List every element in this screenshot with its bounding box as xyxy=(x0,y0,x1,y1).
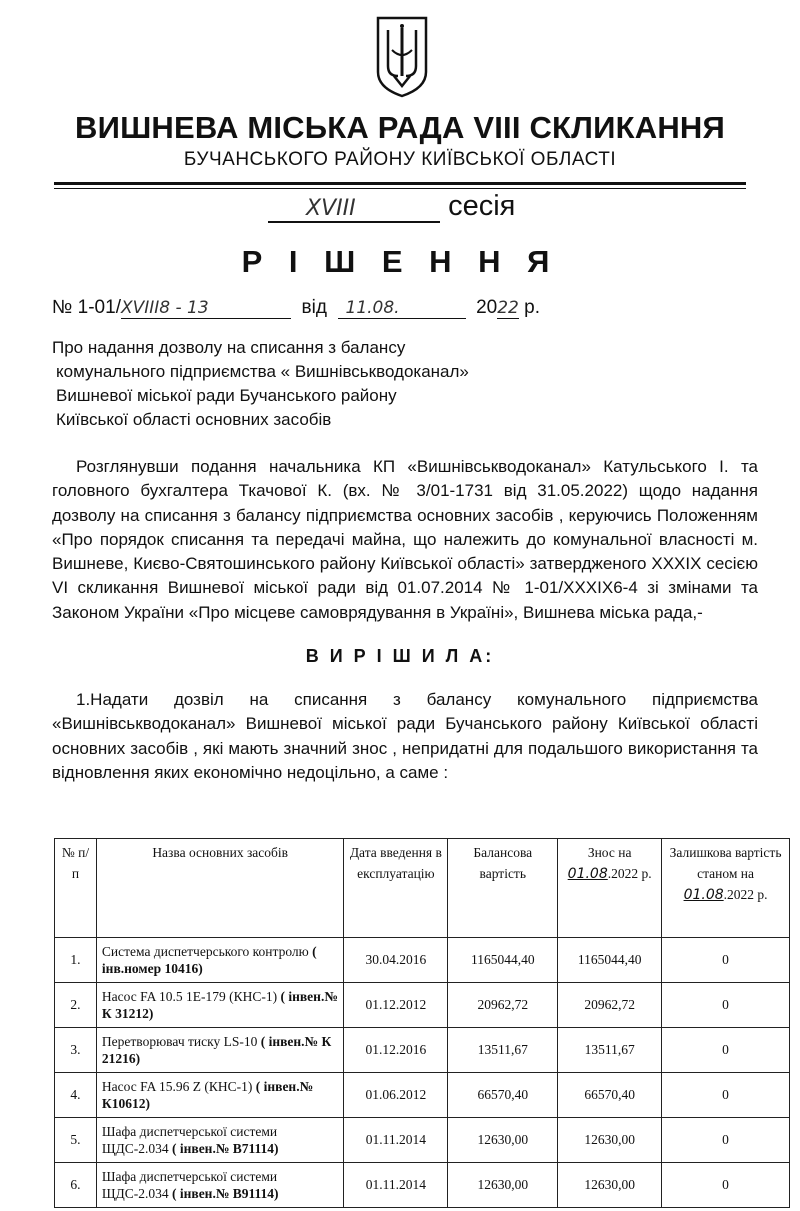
subject-line: комунального підприємства « Вишнівськводоканал» xyxy=(56,362,469,381)
inventory-number: ( інвен.№ К10612) xyxy=(101,1079,314,1111)
asset-name-text: Шафа диспетчерської системи ЩДС-2.034 xyxy=(101,1169,278,1201)
balance-value: 12630,00 xyxy=(448,1163,558,1208)
asset-name-text: Перетворювач тиску LS-10 xyxy=(101,1034,258,1049)
asset-name xyxy=(96,1073,343,1118)
commission-date: 01.12.2012 xyxy=(344,983,448,1028)
residual-value: 0 xyxy=(662,1073,790,1118)
inventory-number: ( інвен.№ К 21216) xyxy=(101,1034,332,1066)
decision-number-prefix: № 1-01/ xyxy=(52,297,121,318)
wear-value: 66570,40 xyxy=(558,1073,662,1118)
decision-subject xyxy=(52,336,469,432)
balance-value: 1165044,40 xyxy=(448,938,558,983)
residual-value: 0 xyxy=(662,1028,790,1073)
inventory-number: ( інвен.№ К 31212) xyxy=(101,989,338,1021)
commission-date: 01.12.2016 xyxy=(344,1028,448,1073)
emblem xyxy=(374,14,430,98)
wear-year: .2022 р. xyxy=(607,866,652,881)
decision-number-line xyxy=(52,297,540,319)
asset-name xyxy=(96,1118,343,1163)
asset-name-text: Насос FA 15.96 Z (КНС-1) xyxy=(101,1079,253,1094)
asset-name xyxy=(96,983,343,1028)
table-header-row xyxy=(55,839,790,938)
table-row xyxy=(55,1028,790,1073)
clause-1: 1.Надати дозвіл на списання з балансу комунального підприємства «Вишнівськводоканал» Вишневої міської ради Бучанського району Київської області основних засобів , які мають значний знос , непридатні для подальшого використання та відновлення яких економічно недоцільно, а саме : xyxy=(52,690,758,782)
commission-date: 01.06.2012 xyxy=(344,1073,448,1118)
subject-line: Київської області основних засобів xyxy=(56,410,332,429)
inventory-number: ( інвен.№ В71114) xyxy=(172,1141,279,1156)
subject-line: Вишневої міської ради Бучанського району xyxy=(56,386,397,405)
trident-icon xyxy=(374,14,430,98)
table-row xyxy=(55,938,790,983)
commission-date: 30.04.2016 xyxy=(344,938,448,983)
residual-value: 0 xyxy=(662,938,790,983)
col-header-date: Дата введення в експлуатацію xyxy=(344,839,448,938)
balance-value: 12630,00 xyxy=(448,1118,558,1163)
decision-year: 22 xyxy=(497,298,519,318)
row-number: 6. xyxy=(55,1163,97,1208)
header-divider-thin xyxy=(54,188,746,189)
residual-value: 0 xyxy=(662,983,790,1028)
balance-value: 20962,72 xyxy=(448,983,558,1028)
commission-date: 01.11.2014 xyxy=(344,1118,448,1163)
wear-date: 01.08 xyxy=(567,866,608,882)
wear-value: 1165044,40 xyxy=(558,938,662,983)
balance-value: 13511,67 xyxy=(448,1028,558,1073)
subject-line: Про надання дозволу на списання з балансу xyxy=(52,338,406,357)
decision-number: XVIII8 - 13 xyxy=(121,298,291,319)
residual-year: .2022 р. xyxy=(723,887,768,902)
wear-value: 12630,00 xyxy=(558,1118,662,1163)
preamble-paragraph: Розглянувши подання начальника КП «Вишнівськводоканал» Катульського І. та головного бухгалтера Ткачової К. (вх. № 3/01-1731 від 31.05.2022) щодо надання дозволу на списання з балансу підприємства основних засобів , керуючись Положенням «Про порядок списання та передачі майна, що належить до комунальної власності м. Вишневе, Києво-Святошинського району Київської області» затвердженого XXXIX сесією VI скликання Вишневої міської ради від 01.07.2014 № 1-01/XXXIX6-4 зі змінами та Законом України «Про місцеве самоврядування в Україні», Вишнева міська рада,- xyxy=(52,457,758,622)
decision-date: 11.08. xyxy=(338,298,466,319)
col-header-residual xyxy=(662,839,790,938)
row-number: 4. xyxy=(55,1073,97,1118)
asset-name-text: Шафа диспетчерської системи ЩДС-2.034 xyxy=(101,1124,278,1156)
header-divider xyxy=(54,182,746,185)
residual-value: 0 xyxy=(662,1118,790,1163)
decision-title: Р І Ш Е Н Н Я xyxy=(241,244,559,279)
balance-value: 66570,40 xyxy=(448,1073,558,1118)
row-number: 1. xyxy=(55,938,97,983)
assets-table xyxy=(54,838,790,1208)
asset-name-text: Система диспетчерського контролю xyxy=(101,944,309,959)
row-number: 2. xyxy=(55,983,97,1028)
wear-value: 12630,00 xyxy=(558,1163,662,1208)
table-row xyxy=(55,1163,790,1208)
wear-label: Знос на xyxy=(587,845,632,860)
col-header-name: Назва основних засобів xyxy=(96,839,343,938)
table-row xyxy=(55,1118,790,1163)
residual-label: Залишкова вартість станом на xyxy=(669,845,782,881)
inventory-number: ( інв.номер 10416) xyxy=(101,944,317,976)
col-header-num: № п/п xyxy=(55,839,97,938)
col-header-balance: Балансова вартість xyxy=(448,839,558,938)
session-line xyxy=(268,190,515,223)
row-number: 5. xyxy=(55,1118,97,1163)
session-number: XVIII xyxy=(268,196,440,223)
table-row xyxy=(55,983,790,1028)
col-header-wear xyxy=(558,839,662,938)
asset-name xyxy=(96,1163,343,1208)
decision-year-prefix: 20 xyxy=(476,297,498,318)
asset-name-text: Насос FA 10.5 1E-179 (КНС-1) xyxy=(101,989,278,1004)
commission-date: 01.11.2014 xyxy=(344,1163,448,1208)
residual-value: 0 xyxy=(662,1163,790,1208)
row-number: 3. xyxy=(55,1028,97,1073)
decision-year-suffix: р. xyxy=(524,297,540,318)
wear-value: 13511,67 xyxy=(558,1028,662,1073)
residual-date: 01.08 xyxy=(683,887,724,903)
council-district: БУЧАНСЬКОГО РАЙОНУ КИЇВСЬКОЇ ОБЛАСТІ xyxy=(183,149,617,170)
asset-name xyxy=(96,938,343,983)
asset-name xyxy=(96,1028,343,1073)
council-title: ВИШНЕВА МІСЬКА РАДА VIII СКЛИКАННЯ xyxy=(75,110,725,145)
wear-value: 20962,72 xyxy=(558,983,662,1028)
decision-from-label: від xyxy=(301,297,327,318)
resolved-heading: В И Р І Ш И Л А: xyxy=(305,646,495,666)
session-label: сесія xyxy=(448,190,516,222)
table-row xyxy=(55,1073,790,1118)
inventory-number: ( інвен.№ В91114) xyxy=(172,1186,279,1201)
